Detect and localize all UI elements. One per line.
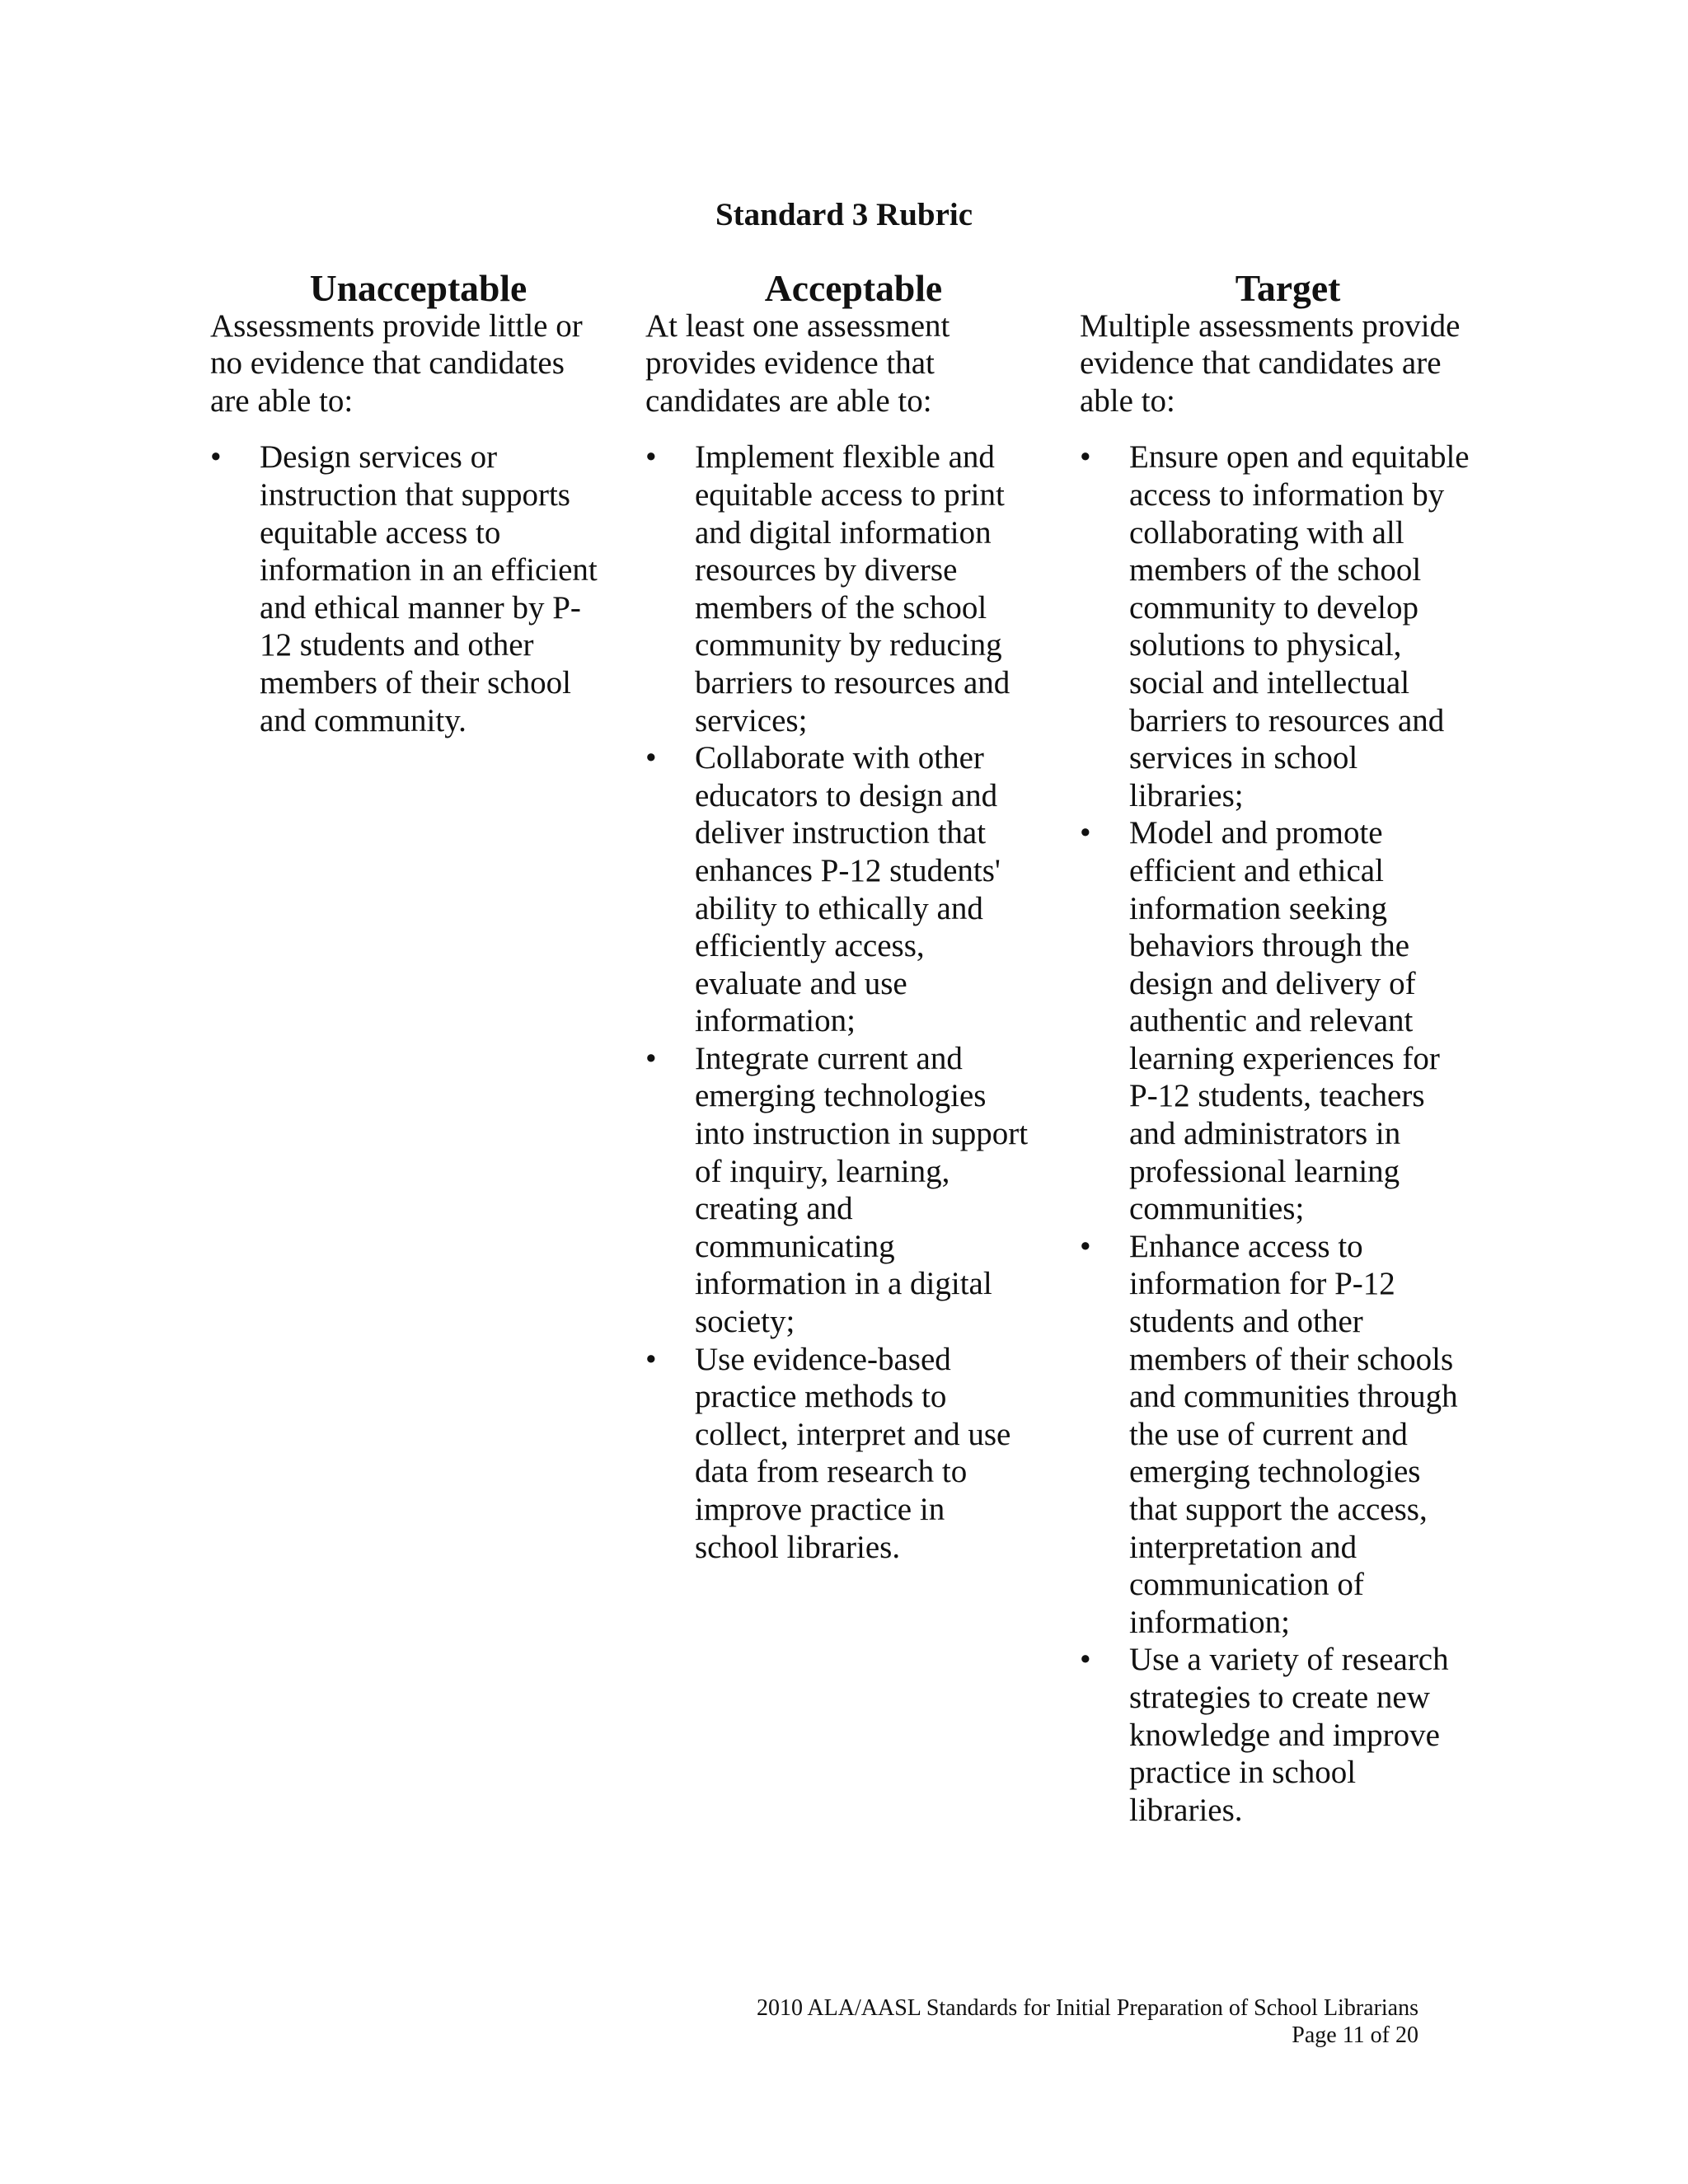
column-unacceptable xyxy=(210,269,626,739)
column-intro-acceptable: At least one assessment provides evidence that candidates are able to: xyxy=(645,307,950,419)
column-target xyxy=(1080,269,1496,1829)
criterion-item: • Enhance access to information for P-12 students and other members of their schools and communities through the use of current and emerging technologies that support the access, interpretation and communication of information; xyxy=(1080,1228,1496,1642)
column-intro-unacceptable: Assessments provide little or no evidence that candidates are able to: xyxy=(210,307,583,419)
criteria-list-unacceptable xyxy=(210,438,626,739)
column-heading-unacceptable: Unacceptable xyxy=(309,267,528,309)
column-heading-acceptable: Acceptable xyxy=(764,267,943,309)
page-title: Standard 3 Rubric xyxy=(715,197,973,232)
column-heading-target: Target xyxy=(1235,267,1341,309)
criterion-item: • Integrate current and emerging technologies into instruction in support of inquiry, learning, creating and communicating information in a digital society; xyxy=(645,1040,1062,1341)
column-acceptable xyxy=(645,269,1062,1566)
criterion-item: • Implement flexible and equitable access to print and digital information resources by diverse members of the school community by reducing barriers to resources and services; xyxy=(645,438,1062,739)
criterion-item: • Collaborate with other educators to design and deliver instruction that enhances P-12 students' ability to ethically and efficiently access, evaluate and use information; xyxy=(645,739,1062,1040)
criterion-item: • Design services or instruction that supports equitable access to information in an efficient and ethical manner by P- 12 students and other members of their school and community. xyxy=(210,438,626,739)
criterion-item: • Model and promote efficient and ethical information seeking behaviors through the design and delivery of authentic and relevant learning experiences for P-12 students, teachers and administrators in professional learning communities; xyxy=(1080,814,1496,1228)
footer-page-number: Page 11 of 20 xyxy=(1292,2022,1418,2048)
page-footer xyxy=(757,1994,1418,2049)
criterion-item: • Use a variety of research strategies to create new knowledge and improve practice in school libraries. xyxy=(1080,1641,1496,1829)
criterion-item: • Use evidence-based practice methods to collect, interpret and use data from research to improve practice in school libraries. xyxy=(645,1341,1062,1567)
footer-document-title: 2010 ALA/AASL Standards for Initial Preparation of School Librarians xyxy=(756,1995,1418,2021)
criterion-item: • Ensure open and equitable access to information by collaborating with all members of the school community to develop solutions to physical, social and intellectual barriers to resources and services in school libraries; xyxy=(1080,438,1496,814)
criteria-list-acceptable xyxy=(645,438,1062,1566)
column-intro-target: Multiple assessments provide evidence that candidates are able to: xyxy=(1080,307,1461,419)
criteria-list-target xyxy=(1080,438,1496,1829)
